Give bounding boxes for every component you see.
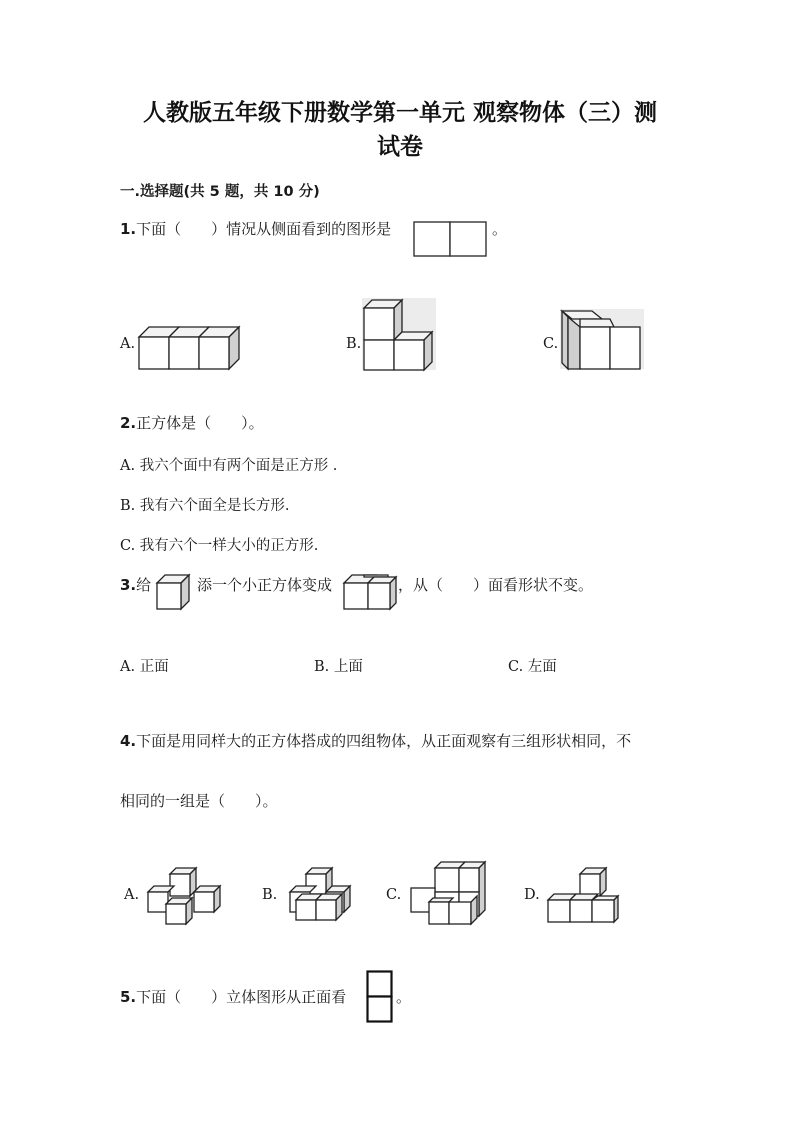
q1-option-c-label: C. — [543, 336, 559, 352]
question-5 — [120, 987, 346, 1007]
question-5-text: 下面（ ）立体图形从正面看 — [136, 988, 347, 1006]
page-title-line-2: 试卷 — [377, 134, 423, 160]
page-title-line-1: 人教版五年级下册数学第一单元 观察物体（三）测 — [142, 100, 657, 126]
q3-option-c: C. 左面 — [508, 659, 557, 675]
question-3-mid: 添一个小正方体变成 — [197, 576, 333, 594]
question-2 — [120, 413, 264, 433]
question-5-number: 5. — [120, 988, 137, 1006]
question-1-number: 1. — [120, 220, 137, 238]
q4-option-c-label: C. — [386, 887, 402, 903]
question-1 — [120, 219, 391, 239]
q1-option-a-figure — [138, 322, 242, 372]
question-4-line-2: 相同的一组是（ ）。 — [120, 792, 278, 810]
question-3-pre: 给 — [136, 576, 152, 594]
question-2-number: 2. — [120, 414, 137, 432]
question-2-text: 正方体是（ ）。 — [136, 414, 264, 432]
question-4-line-1 — [120, 731, 631, 751]
q3-option-a: A. 正面 — [120, 659, 169, 675]
q4-option-b-label: B. — [262, 887, 278, 903]
q1-option-a-label: A. — [120, 336, 136, 352]
q4-option-b-figure — [282, 866, 354, 922]
q2-option-b: B. 我有六个面全是长方形. — [120, 498, 290, 514]
q1-side-view-figure — [413, 221, 489, 258]
question-3-number: 3. — [120, 576, 137, 594]
section-heading: 一.选择题(共 5 题，共 10 分) — [120, 184, 320, 200]
q4-option-a-label: A. — [124, 887, 140, 903]
question-5-tail: 。 — [396, 988, 412, 1006]
q3-original-figure — [155, 573, 195, 611]
q4-option-a-figure — [146, 864, 224, 926]
question-1-text: 下面（ ）情况从侧面看到的图形是 — [136, 220, 392, 238]
q1-option-b-label: B. — [346, 336, 362, 352]
question-4-text-line-1: 下面是用同样大的正方体搭成的四组物体，从正面观察有三组形状相同，不 — [136, 732, 632, 750]
q3-new-figure — [342, 573, 398, 611]
q1-option-b-figure — [362, 298, 436, 372]
question-4-number: 4. — [120, 732, 137, 750]
q4-option-d-label: D. — [524, 887, 540, 903]
question-3-post: ，从（ ）面看形状不变。 — [398, 576, 594, 594]
q4-option-c-figure — [409, 860, 491, 928]
question-1-tail: 。 — [492, 220, 508, 238]
q5-front-view-figure — [366, 970, 394, 1024]
q2-option-a: A. 我六个面中有两个面是正方形 . — [120, 458, 338, 474]
q1-option-c-figure — [560, 309, 644, 371]
q2-option-c: C. 我有六个一样大小的正方形. — [120, 538, 319, 554]
q4-option-d-figure — [546, 866, 622, 926]
q3-option-b: B. 上面 — [314, 659, 363, 675]
question-3-start — [120, 575, 151, 595]
